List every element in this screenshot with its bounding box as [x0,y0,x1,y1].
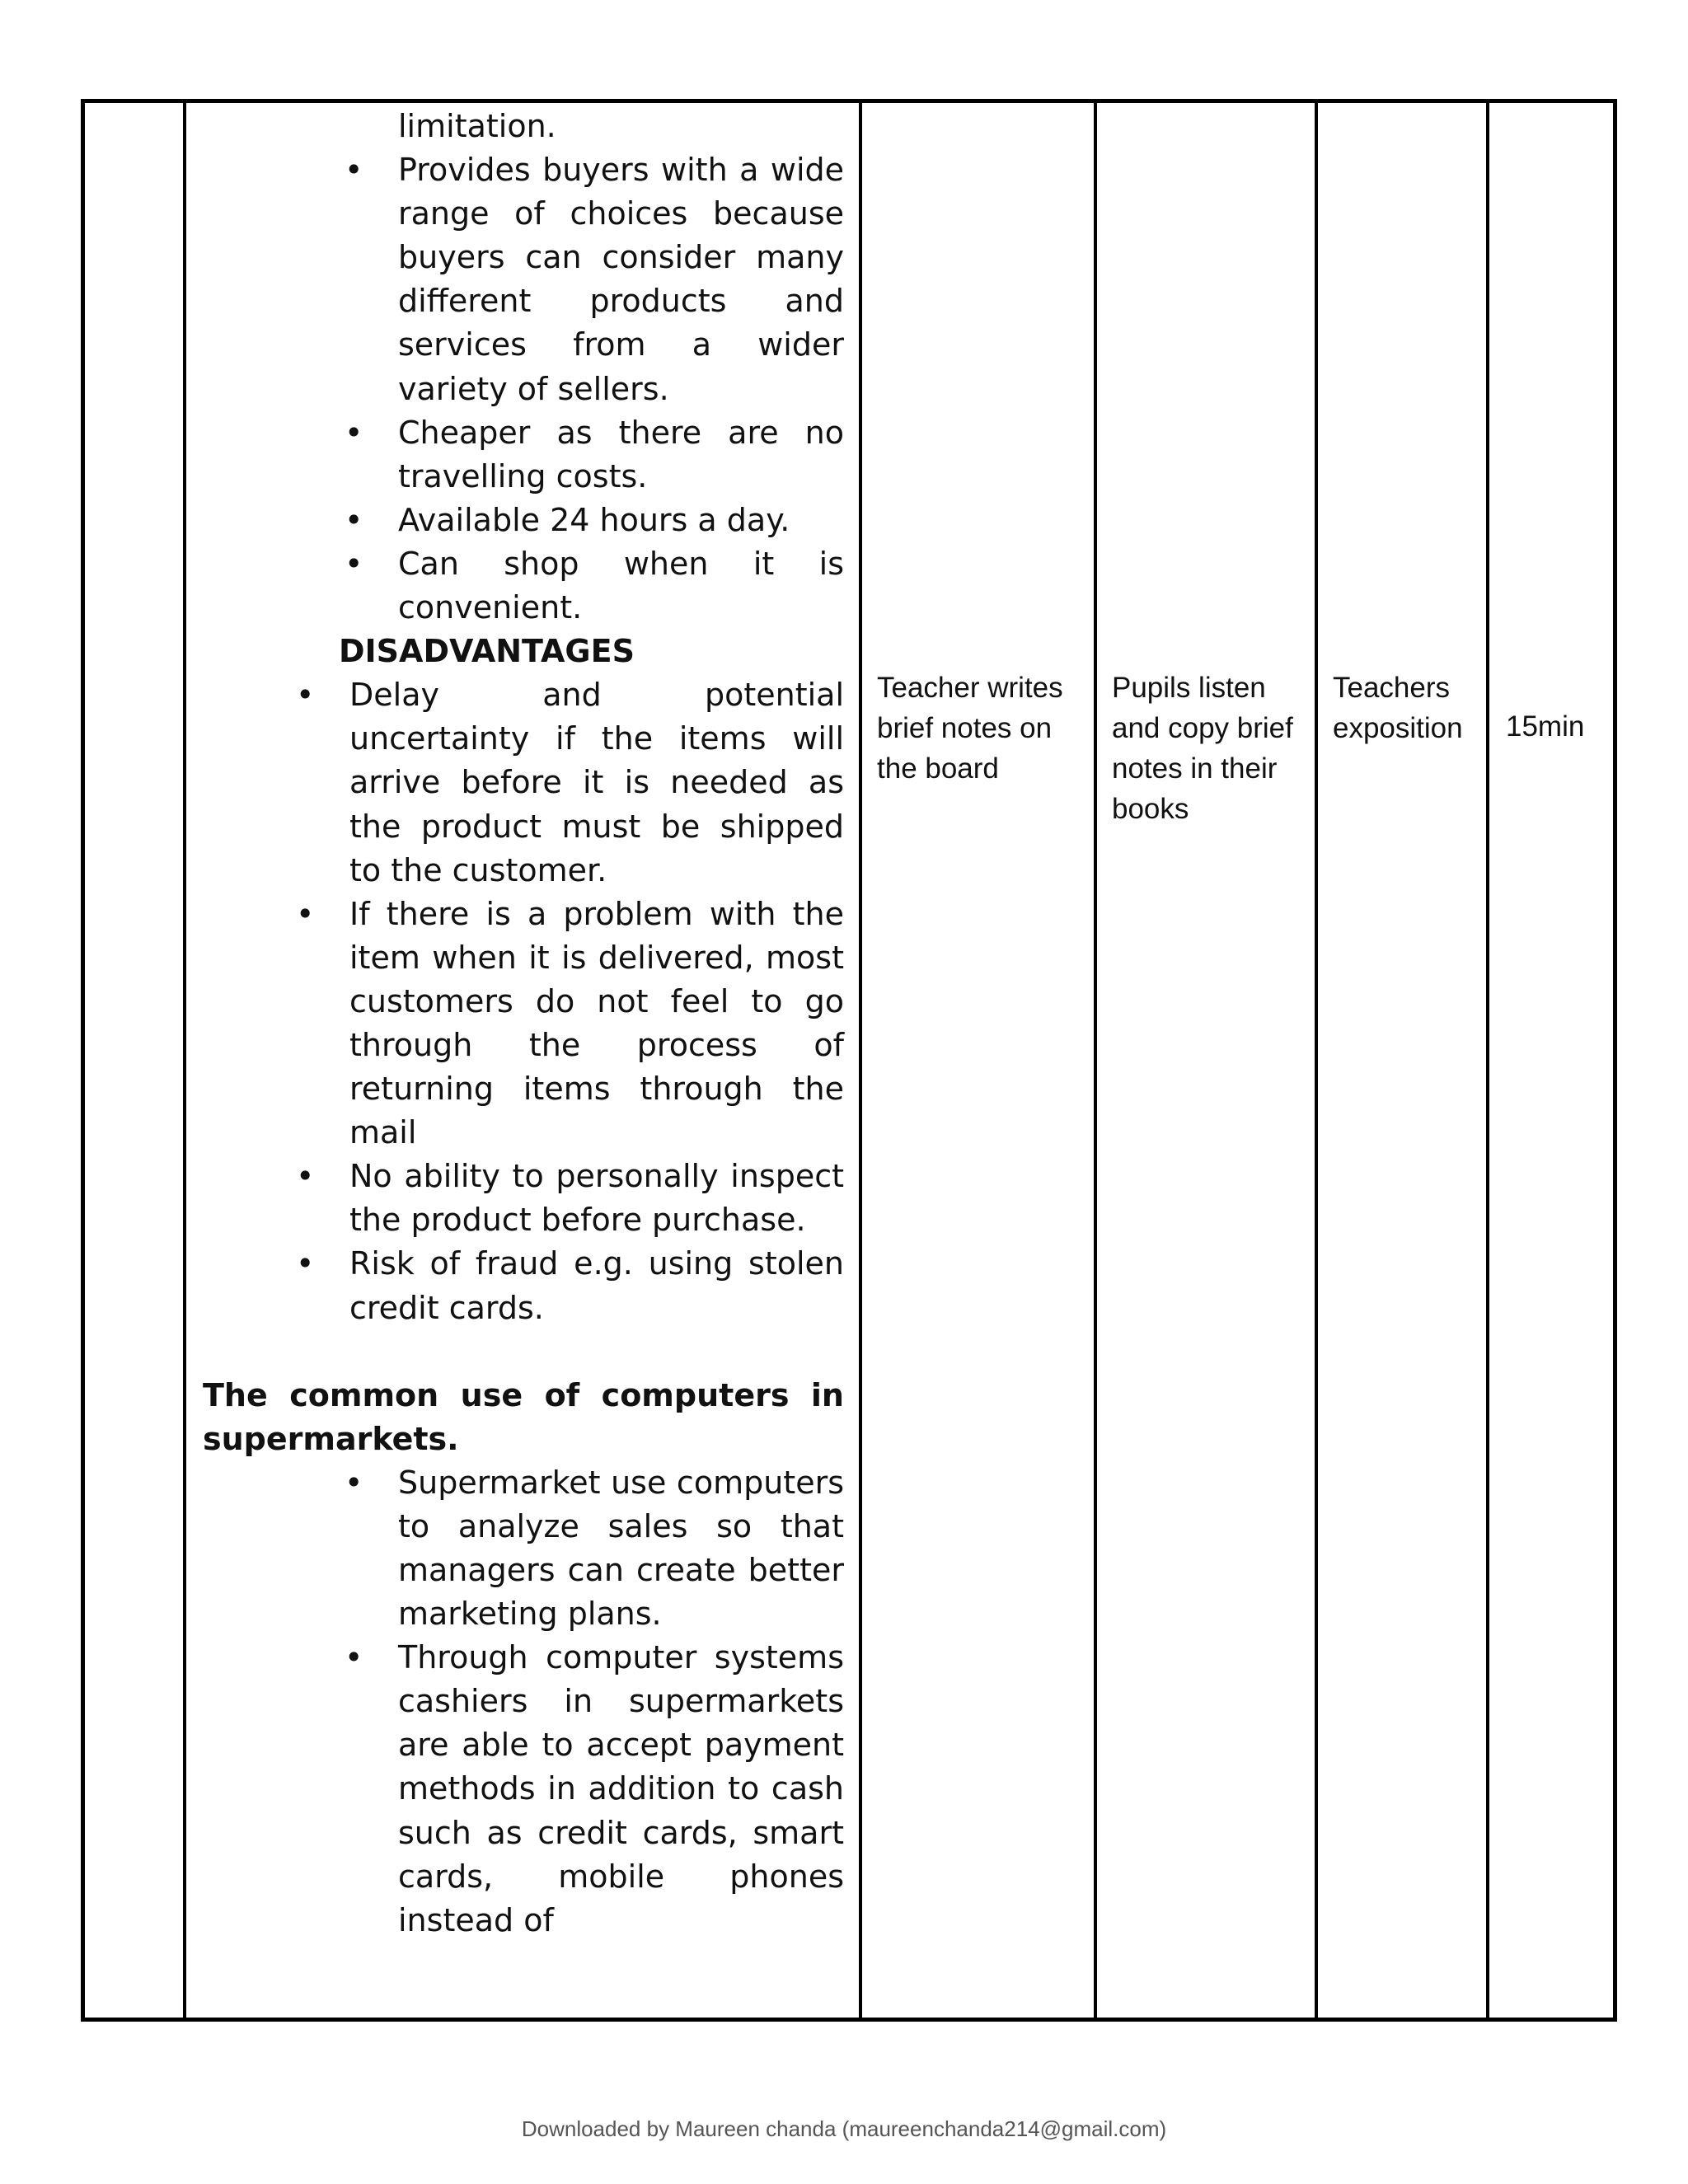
pupil-activity-column [1097,103,1318,2018]
advantages-list [203,148,844,630]
supermarket-heading: The common use of computers in supermarkets. [203,1376,844,1457]
disadvantages-list [203,673,844,1329]
lesson-plan-table [81,99,1617,2022]
pupil-activity-text: Pupils listen and copy brief notes in their books [1112,672,1293,825]
continued-line: limitation. [398,108,556,144]
list-item: • Can shop when it is convenient. [203,542,844,630]
list-item: • Supermarket use computers to analyze sales so that managers can create better marketing plans. [203,1461,844,1636]
content-text [203,105,844,1943]
disadvantages-heading: DISADVANTAGES [339,633,635,670]
list-item: • Through computer systems cashiers in supermarkets are able to accept payment methods in addition to cash such as credit cards, smart cards, mobile phones instead of [203,1636,844,1943]
spacer [203,1330,844,1374]
download-footer: Downloaded by Maureen chanda (maureenchanda214@gmail.com) [521,2116,1167,2141]
method-text: Teachers exposition [1333,672,1463,744]
supermarket-list [203,1461,844,1943]
teacher-activity-text: Teacher writes brief notes on the board [877,672,1063,785]
time-text: 15min [1506,710,1585,743]
list-item: • Delay and potential uncertainty if the items will arrive before it is needed as the product must be shipped to the customer. [203,673,844,892]
list-item: • Provides buyers with a wide range of choices because buyers can consider many different products and services from a wider variety of sellers. [203,148,844,411]
list-item: • Risk of fraud e.g. using stolen credit cards. [203,1242,844,1329]
method-column [1318,103,1489,2018]
blank-column [85,103,186,2018]
teacher-activity-column [862,103,1097,2018]
time-column [1489,103,1613,2018]
list-item: • Cheaper as there are no travelling costs. [203,411,844,499]
content-column [186,103,862,2018]
list-item: • If there is a problem with the item when it is delivered, most customers do not feel to go through the process of returning items through the mail [203,893,844,1155]
list-item: • No ability to personally inspect the product before purchase. [203,1155,844,1242]
list-item: • Available 24 hours a day. [203,499,844,542]
